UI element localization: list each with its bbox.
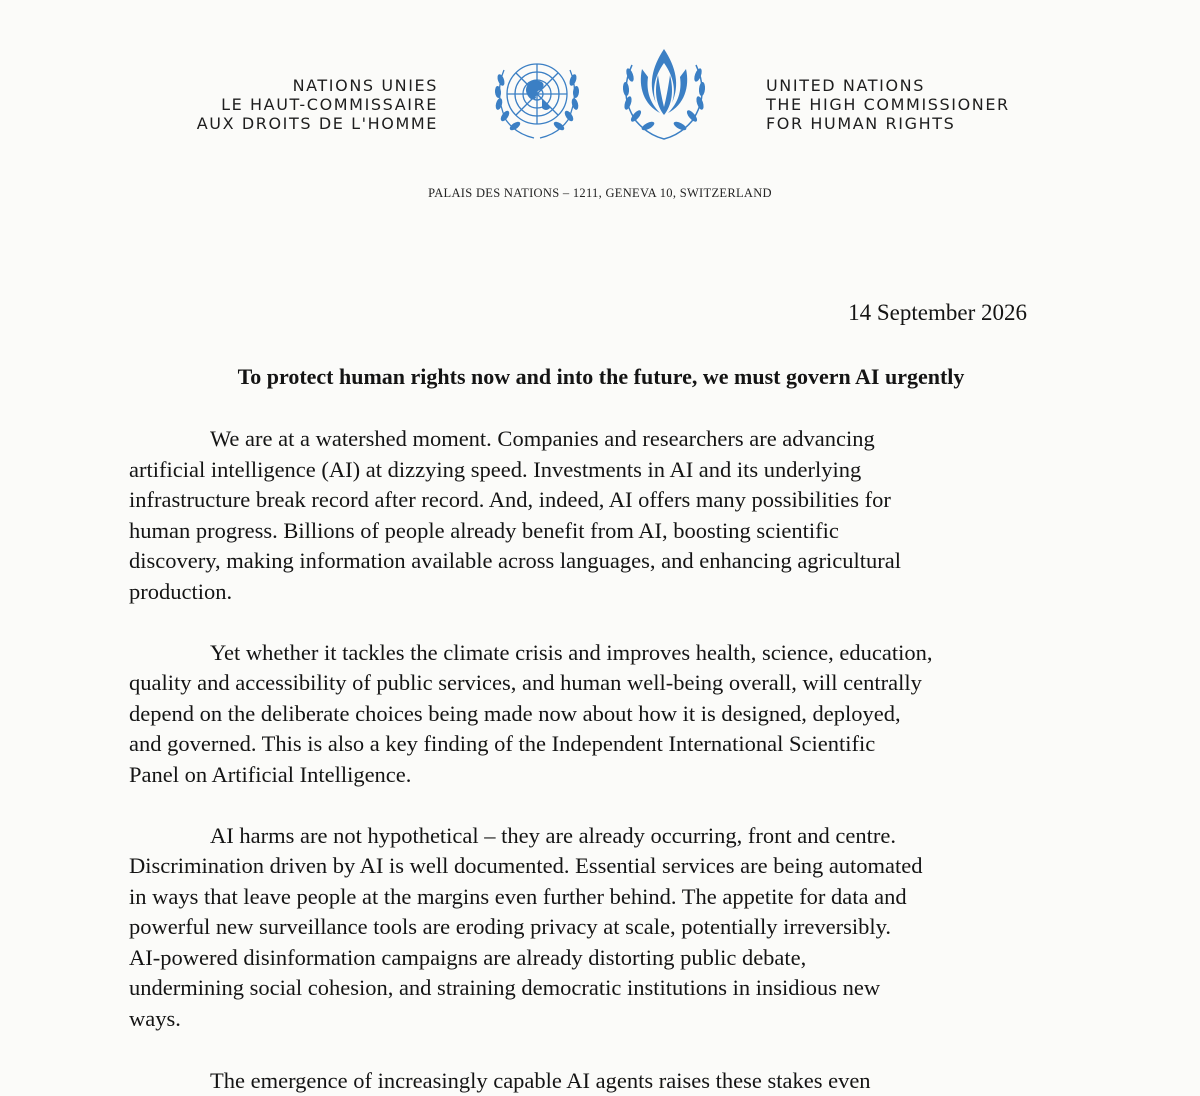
- paragraph-line: AI-powered disinformation campaigns are already distorting public debate,: [129, 944, 807, 970]
- paragraph-line: undermining social cohesion, and straining democratic institutions in insidious new: [129, 975, 881, 1000]
- header-french: [180, 76, 438, 133]
- paragraph-line: AI harms are not hypothetical – they are already occurring, front and centre.: [210, 822, 896, 848]
- paragraph-3: [129, 821, 1059, 1035]
- paragraph-line: Panel on Artificial Intelligence.: [129, 761, 412, 787]
- un-emblem: [482, 50, 592, 142]
- paragraph-line: production.: [129, 578, 233, 604]
- paragraph-line: and governed. This is also a key finding of the Independent International Scientific: [129, 731, 876, 756]
- human-rights-flame-emblem: [612, 47, 716, 143]
- paragraph-line: infrastructure break record after record. And, indeed, AI offers many possibilities for: [129, 487, 891, 512]
- paragraph-line: artificial intelligence (AI) at dizzying speed. Investments in AI and its underlying: [129, 456, 862, 482]
- letter-date: 14 September 2026: [848, 300, 1027, 325]
- paragraph-4-cut-off: The emergence of increasingly capable AI agents raises these stakes even: [210, 1068, 871, 1093]
- paragraph-line: depend on the deliberate choices being made now about how it is designed, deployed,: [129, 700, 901, 726]
- header-english-line-2: THE HIGH COMMISSIONER: [766, 95, 1010, 114]
- paragraph-line: quality and accessibility of public services, and human well-being overall, will centrally: [129, 670, 922, 695]
- header-english-line-3: FOR HUMAN RIGHTS: [766, 114, 956, 133]
- header-french-line-3: AUX DROITS DE L'HOMME: [196, 114, 438, 133]
- header-french-line-1: NATIONS UNIES: [292, 76, 438, 95]
- paragraph-1: [129, 424, 1059, 607]
- letter-body: [129, 424, 1059, 1034]
- paragraph-line: powerful new surveillance tools are eroding privacy at scale, potentially irreversibly.: [129, 914, 892, 939]
- paragraph-line: human progress. Billions of people already benefit from AI, boosting scientific: [129, 517, 839, 543]
- paragraph-line: discovery, making information available across languages, and enhancing agricultural: [129, 548, 902, 573]
- header-english-line-1: UNITED NATIONS: [766, 76, 925, 95]
- paragraph-line: ways.: [129, 1005, 181, 1031]
- paragraph-line: We are at a watershed moment. Companies and researchers are advancing: [210, 426, 875, 451]
- header-french-line-2: LE HAUT-COMMISSAIRE: [221, 95, 438, 114]
- letter-title: To protect human rights now and into the future, we must govern AI urgently: [237, 364, 965, 389]
- paragraph-line: Yet whether it tackles the climate crisis and improves health, science, education,: [210, 639, 933, 665]
- address: PALAIS DES NATIONS – 1211, GENEVA 10, SWITZERLAND: [428, 186, 772, 200]
- paragraph-line: Discrimination driven by AI is well documented. Essential services are being automated: [129, 853, 923, 878]
- paragraph-2: [129, 638, 1059, 791]
- paragraph-line: in ways that leave people at the margins even further behind. The appetite for data and: [129, 883, 907, 909]
- header-english: [766, 76, 1066, 133]
